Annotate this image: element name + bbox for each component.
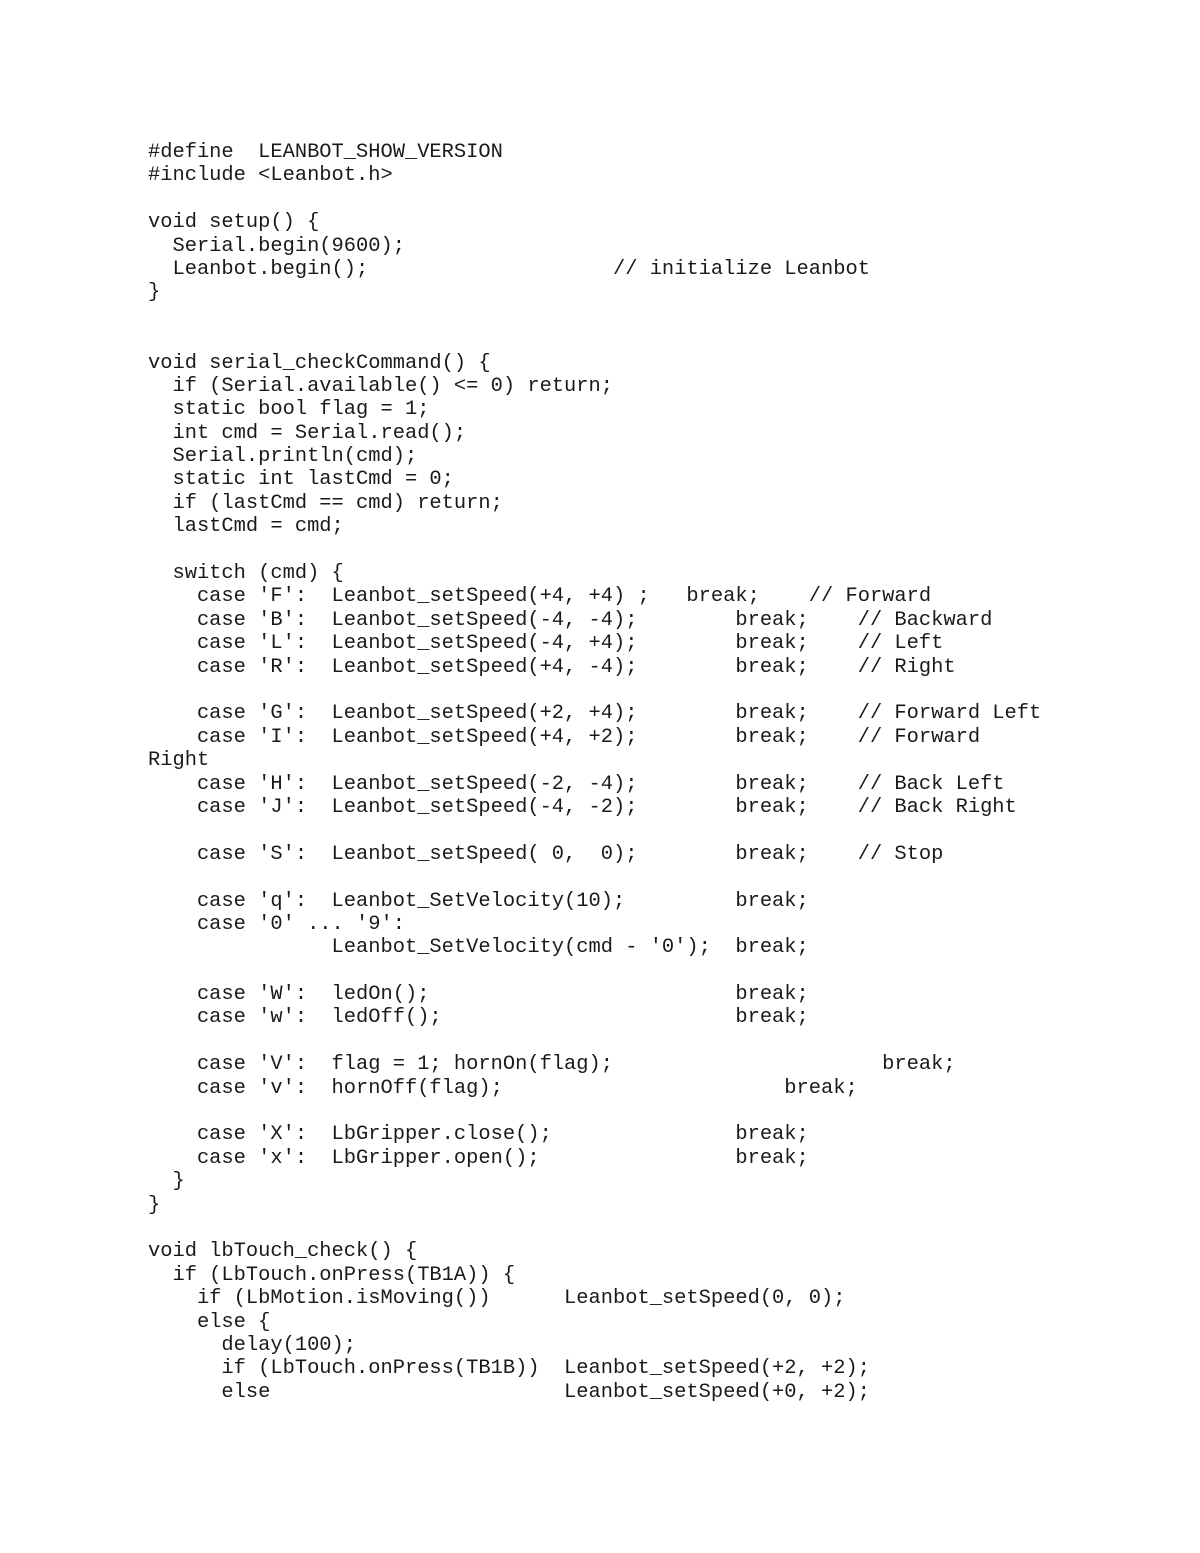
code-line [148, 188, 1178, 211]
code-line: case 'J': Leanbot_setSpeed(-4, -2); break; // Back Right [148, 795, 1017, 819]
code-line: } [148, 1170, 185, 1194]
code-listing [148, 141, 1178, 1404]
code-line: #include <Leanbot.h> [148, 164, 393, 188]
code-line [148, 1100, 1178, 1123]
code-line: void serial_checkCommand() { [148, 351, 491, 375]
code-line: if (LbTouch.onPress(TB1A)) { [148, 1263, 516, 1287]
code-line: lastCmd = cmd; [148, 515, 344, 539]
code-line: Serial.println(cmd); [148, 445, 418, 469]
code-line: case 'F': Leanbot_setSpeed(+4, +4) ; break; // Forward [148, 585, 932, 609]
code-line [148, 866, 1178, 889]
code-line [148, 305, 1178, 328]
code-line: case 'X': LbGripper.close(); break; [148, 1123, 809, 1147]
code-line: case 'S': Leanbot_setSpeed( 0, 0); break; // Stop [148, 842, 944, 866]
code-line: case 'G': Leanbot_setSpeed(+2, +4); break; // Forward Left [148, 702, 1042, 726]
code-line: case 'I': Leanbot_setSpeed(+4, +2); break; // Forward [148, 725, 981, 749]
code-line: case 'B': Leanbot_setSpeed(-4, -4); break; // Backward [148, 608, 993, 632]
code-line: Right [148, 749, 210, 773]
code-line: case 'R': Leanbot_setSpeed(+4, -4); break; // Right [148, 655, 956, 679]
code-line [148, 1217, 1178, 1240]
code-line: static bool flag = 1; [148, 398, 430, 422]
code-line: static int lastCmd = 0; [148, 468, 454, 492]
code-line: case 'V': flag = 1; hornOn(flag); break; [148, 1053, 956, 1077]
code-line: Leanbot.begin(); // initialize Leanbot [148, 257, 870, 281]
code-line: #define LEANBOT_SHOW_VERSION [148, 141, 503, 164]
code-line: delay(100); [148, 1333, 357, 1357]
code-line: case 'L': Leanbot_setSpeed(-4, +4); break; // Left [148, 632, 944, 656]
code-line: switch (cmd) { [148, 562, 344, 586]
code-line: else { [148, 1310, 271, 1334]
code-line: Serial.begin(9600); [148, 234, 405, 258]
code-line [148, 539, 1178, 562]
code-line: case 'W': ledOn(); break; [148, 983, 809, 1007]
code-line [148, 679, 1178, 702]
code-line: case 'w': ledOff(); break; [148, 1006, 809, 1030]
code-line [148, 1030, 1178, 1053]
code-line: if (LbMotion.isMoving()) Leanbot_setSpeed(0, 0); [148, 1287, 846, 1311]
code-line [148, 328, 1178, 351]
code-line: int cmd = Serial.read(); [148, 421, 467, 445]
code-line: else Leanbot_setSpeed(+0, +2); [148, 1380, 870, 1404]
code-line: } [148, 1193, 161, 1217]
code-line: void lbTouch_check() { [148, 1240, 418, 1264]
code-line: if (lastCmd == cmd) return; [148, 491, 503, 515]
code-line [148, 819, 1178, 842]
code-line: case 'H': Leanbot_setSpeed(-2, -4); break; // Back Left [148, 772, 1005, 796]
code-line [148, 960, 1178, 983]
code-line: if (Serial.available() <= 0) return; [148, 374, 613, 398]
code-line: void setup() { [148, 211, 320, 235]
code-line: if (LbTouch.onPress(TB1B)) Leanbot_setSpeed(+2, +2); [148, 1357, 870, 1381]
code-line: case 'q': Leanbot_SetVelocity(10); break; [148, 889, 809, 913]
code-line: case 'x': LbGripper.open(); break; [148, 1146, 809, 1170]
code-line: case 'v': hornOff(flag); break; [148, 1076, 858, 1100]
code-line: case '0' ... '9': [148, 912, 405, 936]
code-line: Leanbot_SetVelocity(cmd - '0'); break; [148, 936, 809, 960]
code-line: } [148, 281, 161, 305]
